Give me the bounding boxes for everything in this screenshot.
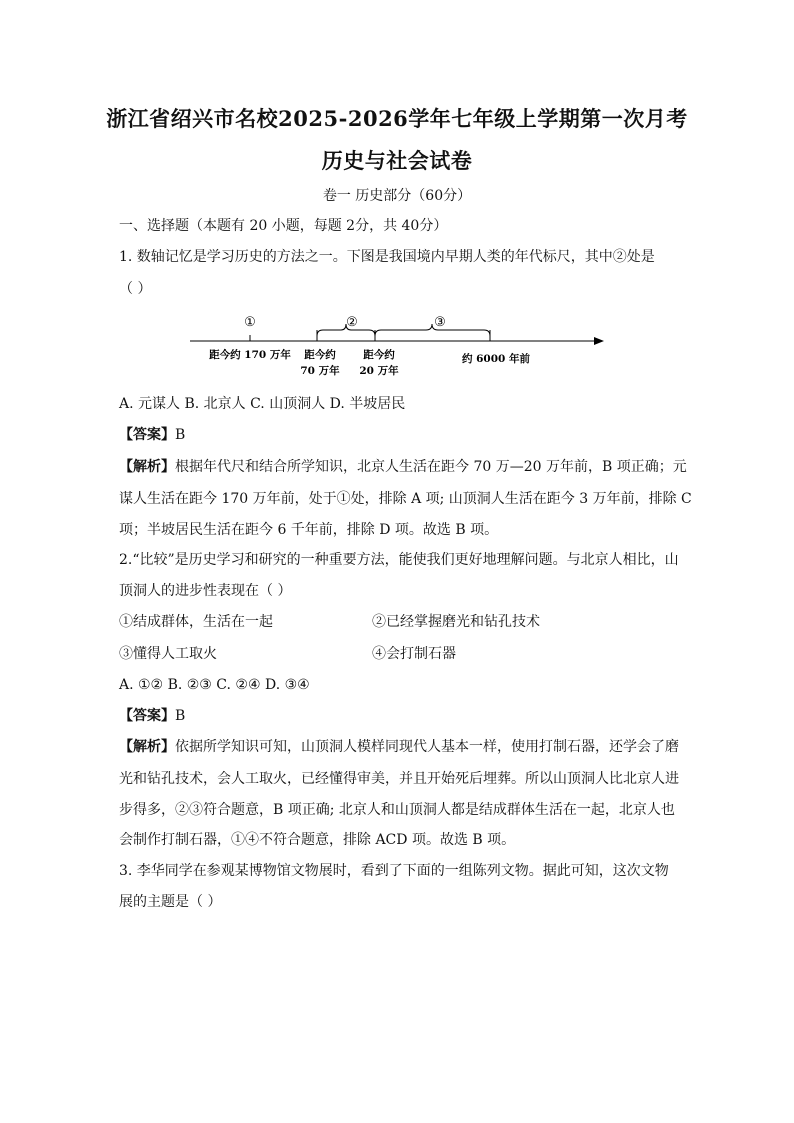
exam-title-line1: 浙江省绍兴市名校2025-2026学年七年级上学期第一次月考 bbox=[106, 106, 688, 131]
q1-stem-line1: 1. 数轴记忆是学习历史的方法之一。下图是我国境内早期人类的年代标尺，其中②处是 bbox=[119, 249, 655, 265]
q2-choice-row2 bbox=[119, 644, 679, 664]
q2-analysis-line2: 光和钻孔技术，会人工取火，已经懂得审美，并且开始死后埋葬。所以山顶洞人比北京人进 bbox=[119, 771, 679, 787]
q2-stem-line2: 顶洞人的进步性表现在（ ） bbox=[119, 583, 292, 599]
answer-tag: 【答案】 bbox=[119, 427, 175, 443]
part-heading: 一、选择题（本题有 20 小题，每题 2分，共 40分） bbox=[119, 218, 448, 234]
q2-choice-row1 bbox=[119, 612, 679, 632]
timeline-mark-2: ② bbox=[346, 315, 358, 330]
q2-analysis-line1 bbox=[119, 737, 679, 757]
q2-options: A. ①② B. ②③ C. ②④ D. ③④ bbox=[119, 677, 310, 693]
timeline-mark-1: ① bbox=[244, 315, 256, 330]
answer-value: B bbox=[175, 708, 186, 724]
q3-stem-line1: 3. 李华同学在参观某博物馆文物展时，看到了下面的一组陈列文物。据此可知，这次文物 bbox=[119, 863, 669, 879]
analysis-tag: 【解析】 bbox=[119, 459, 175, 475]
q1-options: A. 元谋人 B. 北京人 C. 山顶洞人 D. 半坡居民 bbox=[119, 396, 406, 412]
timeline-mark-3: ③ bbox=[434, 315, 446, 330]
q2-stem-line1: 2.“比较”是历史学习和研究的一种重要方法，能使我们更好地理解问题。与北京人相比，山 bbox=[119, 552, 679, 568]
timeline-label-20b: 20 万年 bbox=[359, 365, 399, 377]
q1-timeline-diagram bbox=[180, 308, 620, 380]
timeline-arrowhead bbox=[594, 337, 604, 345]
q2-choice-3: ③懂得人工取火 bbox=[119, 646, 217, 662]
q2-analysis-line4: 会制作打制石器，①④不符合题意，排除 ACD 项。故选 B 项。 bbox=[119, 832, 516, 848]
timeline-label-6000: 约 6000 年前 bbox=[461, 353, 531, 365]
timeline-label-70a: 距今约 bbox=[304, 349, 336, 361]
answer-value: B bbox=[175, 427, 186, 443]
analysis-text: 根据年代尺和结合所学知识，北京人生活在距今 70 万—20 万年前，B 项正确；元 bbox=[175, 459, 687, 475]
exam-title-line2: 历史与社会试卷 bbox=[321, 148, 473, 173]
q1-answer bbox=[119, 425, 679, 445]
analysis-text: 依据所学知识可知，山顶洞人模样同现代人基本一样，使用打制石器，还学会了磨 bbox=[175, 739, 679, 755]
q2-choice-2: ②已经掌握磨光和钻孔技术 bbox=[372, 614, 540, 630]
brace-3 bbox=[375, 324, 490, 336]
q2-choice-4: ④会打制石器 bbox=[372, 646, 456, 662]
section-heading: 卷一 历史部分（60分） bbox=[322, 188, 472, 204]
q1-analysis-line2: 谋人生活在距今 170 万年前，处于①处，排除 A 项; 山顶洞人生活在距今 3 万年前，排除 C bbox=[119, 491, 692, 507]
q2-analysis-line3: 步得多，②③符合题意，B 项正确; 北京人和山顶洞人都是结成群体生活在一起，北京人也 bbox=[119, 802, 675, 818]
timeline-label-20a: 距今约 bbox=[363, 349, 395, 361]
analysis-tag: 【解析】 bbox=[119, 739, 175, 755]
q2-answer bbox=[119, 706, 679, 726]
q3-stem-line2: 展的主题是（ ） bbox=[119, 894, 222, 910]
q1-stem-line2: （ ） bbox=[119, 281, 152, 297]
timeline-label-170: 距今约 170 万年 bbox=[209, 349, 291, 361]
q2-choice-1: ①结成群体，生活在一起 bbox=[119, 614, 273, 630]
q1-analysis-line3: 项；半坡居民生活在距今 6 千年前，排除 D 项。故选 B 项。 bbox=[119, 522, 499, 538]
answer-tag: 【答案】 bbox=[119, 708, 175, 724]
q1-analysis-line1 bbox=[119, 457, 687, 477]
timeline-label-70b: 70 万年 bbox=[300, 365, 340, 377]
